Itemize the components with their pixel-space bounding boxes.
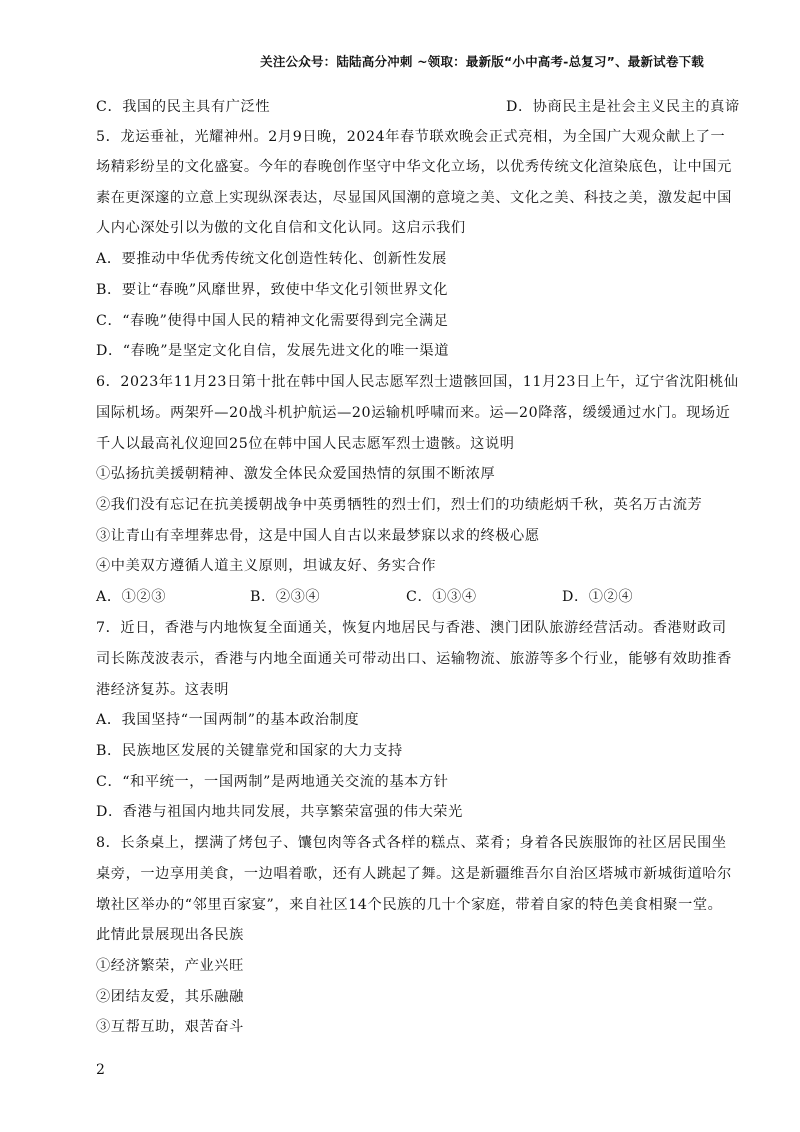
q6-item: ①弘扬抗美援朝精神、激发全体民众爱国热情的氛围不断浓厚 xyxy=(96,466,496,482)
q8-item: ③互帮互助，艰苦奋斗 xyxy=(96,1019,244,1035)
page-number: 2 xyxy=(96,1062,105,1078)
q6-option-b: B．②③④ xyxy=(250,589,321,605)
q7-option-b: B．民族地区发展的关键靠党和国家的大力支持 xyxy=(96,743,403,759)
q7-option-d: D．香港与祖国内地共同发展，共享繁荣富强的伟大荣光 xyxy=(96,804,463,820)
q6-item: ③让青山有幸埋葬忠骨，这是中国人自古以来最梦寐以求的终极心愿 xyxy=(96,528,540,544)
q6-option-d: D．①②④ xyxy=(562,589,634,605)
q5-stem-line: 人内心深处引以为傲的文化自信和文化认同。这启示我们 xyxy=(96,220,466,236)
q6-stem-line: 国际机场。两架歼—20战斗机护航运—20运输机呼啸而来。运—20降落，缓缓通过水门。现场近 xyxy=(96,405,731,421)
q6-item: ②我们没有忘记在抗美援朝战争中英勇牺牲的烈士们，烈士们的功绩彪炳千秋，英名万古流芳 xyxy=(96,497,703,513)
q6-stem-line: 千人以最高礼仪迎回25位在韩中国人民志愿军烈士遗骸。这说明 xyxy=(96,436,515,452)
q6-option-a: A．①②③ xyxy=(96,589,166,605)
q6-option-c: C．①③④ xyxy=(406,589,477,605)
q5-stem-line: 5．龙运垂祉，光耀神州。2月9日晚，2024年春节联欢晚会正式亮相，为全国广大观众献上了一 xyxy=(96,129,726,145)
q7-option-c: C．“和平统一，一国两制”是两地通关交流的基本方针 xyxy=(96,774,449,790)
q8-stem-line: 8．长条桌上，摆满了烤包子、馕包肉等各式各样的糕点、菜肴；身着各民族服饰的社区居民围坐 xyxy=(96,835,727,851)
q6-item: ④中美双方遵循人道主义原则，坦诚友好、务实合作 xyxy=(96,558,437,574)
q8-item: ②团结友爱，其乐融融 xyxy=(96,989,244,1005)
q4-option-d: D．协商民主是社会主义民主的真谛 xyxy=(506,99,740,115)
q7-stem-line: 司长陈茂波表示，香港与内地全面通关可带动出口、运输物流、旅游等多个行业，能够有效助推香 xyxy=(96,651,732,667)
q8-stem-line: 桌旁，一边享用美食，一边唱着歌，还有人跳起了舞。这是新疆维吾尔自治区塔城市新城街道哈尔 xyxy=(96,866,732,882)
q8-stem-line: 墩社区举办的“邻里百家宴”，来自社区14个民族的几十个家庭，带着自家的特色美食相聚一堂。 xyxy=(96,897,723,913)
q4-option-c: C．我国的民主具有广泛性 xyxy=(96,99,271,115)
q4-options-row xyxy=(96,97,740,117)
q5-option-b: B．要让“春晚”风靡世界，致使中华文化引领世界文化 xyxy=(96,282,449,298)
q8-item: ①经济繁荣，产业兴旺 xyxy=(96,958,244,974)
q5-option-a: A．要推动中华优秀传统文化创造性转化、创新性发展 xyxy=(96,251,447,267)
q8-stem-line: 此情此景展现出各民族 xyxy=(96,927,244,943)
q5-stem-line: 场精彩纷呈的文化盛宴。今年的春晚创作坚守中华文化立场，以优秀传统文化渲染底色，让中国元 xyxy=(96,159,732,175)
q7-option-a: A．我国坚持“一国两制”的基本政治制度 xyxy=(96,712,360,728)
q5-stem-line: 素在更深邃的立意上实现纵深表达，尽显国风国潮的意境之美、文化之美、科技之美，激发起中国 xyxy=(96,190,732,206)
page-header: 关注公众号：陆陆高分冲刺 ~领取：最新版“小中高考-总复习”、最新试卷下载 xyxy=(260,54,704,69)
q7-stem-line: 7．近日，香港与内地恢复全面通关，恢复内地居民与香港、澳门团队旅游经营活动。香港财政司 xyxy=(96,620,727,636)
q6-stem-line: 6．2023年11月23日第十批在韩中国人民志愿军烈士遗骸回国，11月23日上午，辽宁省沈阳桃仙 xyxy=(96,374,739,390)
q5-option-c: C．“春晚”使得中国人民的精神文化需要得到完全满足 xyxy=(96,313,449,329)
q5-option-d: D．“春晚”是坚定文化自信，发展先进文化的唯一渠道 xyxy=(96,343,450,359)
q7-stem-line: 港经济复苏。这表明 xyxy=(96,682,230,698)
